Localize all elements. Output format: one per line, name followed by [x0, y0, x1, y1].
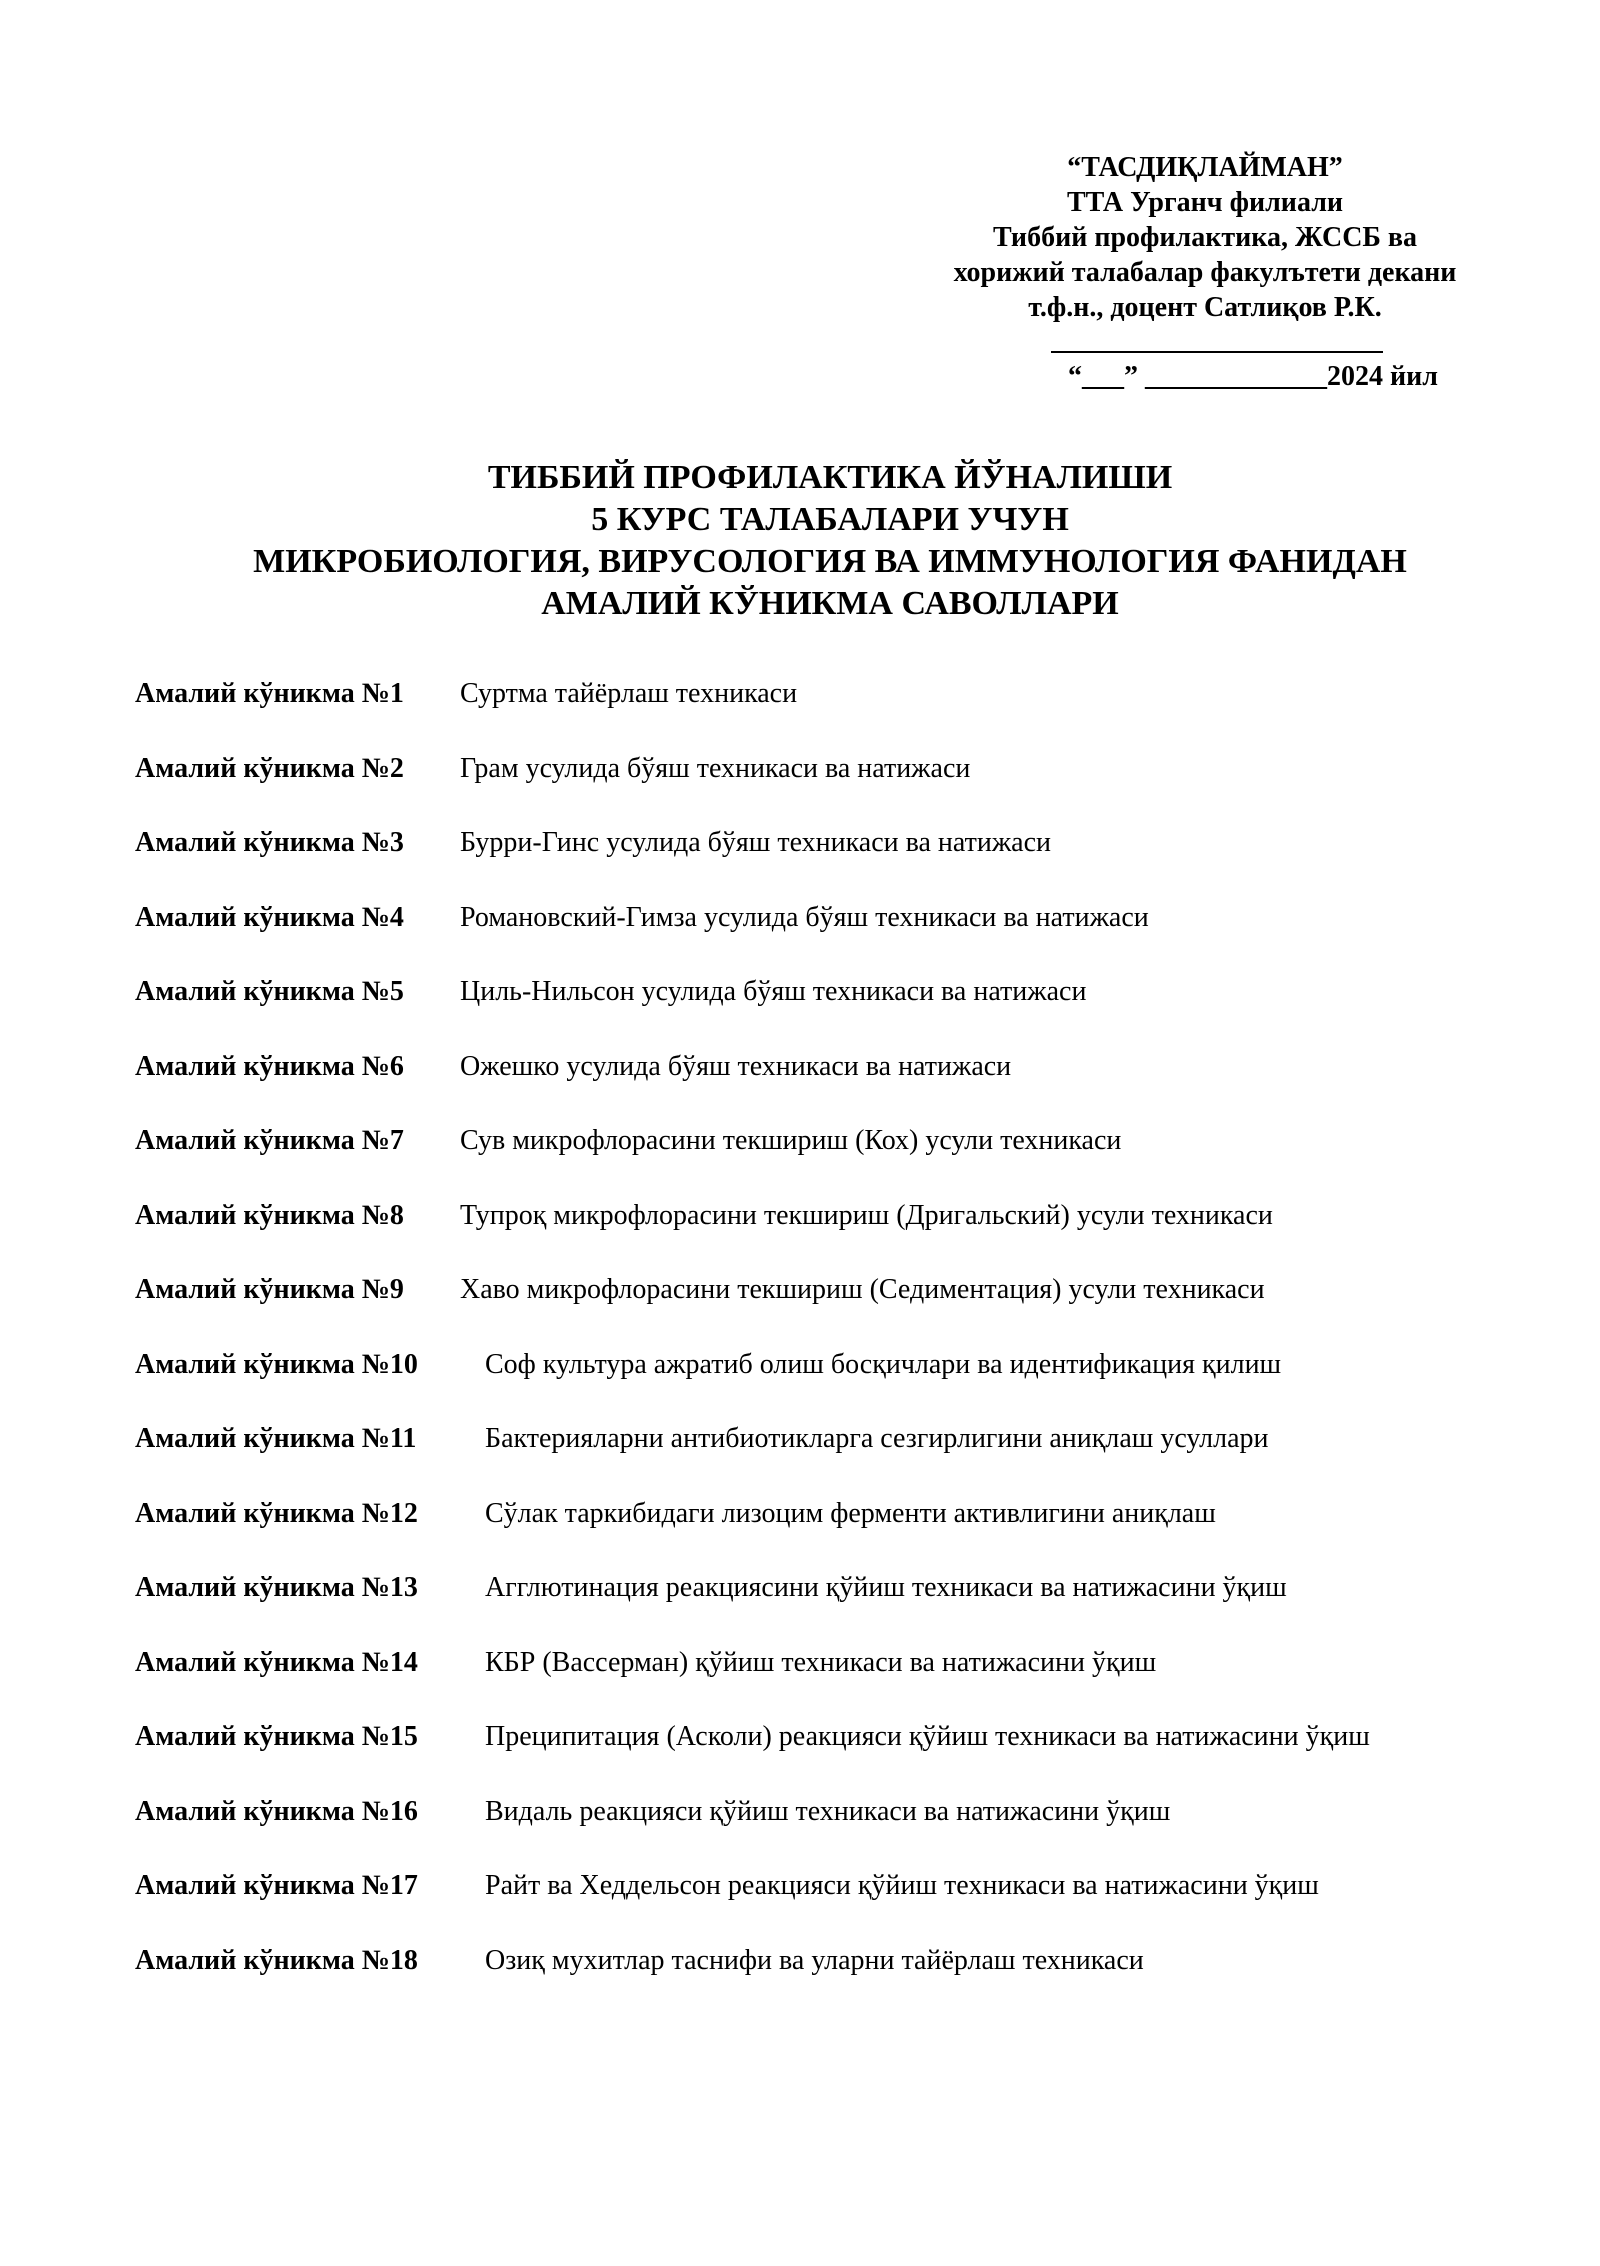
skill-label: Амалий кўникма №18 [135, 1944, 418, 1976]
approval-branch: ТТА Урганч филиали [1066, 187, 1344, 218]
list-item [135, 976, 1595, 1051]
skill-label: Амалий кўникма №13 [135, 1572, 418, 1603]
approval-date [880, 359, 1530, 394]
skill-label: Амалий кўникма №9 [135, 1274, 404, 1305]
approval-faculty: Тиббий профилактика, ЖССБ ва [992, 222, 1418, 253]
list-item [135, 1349, 1595, 1424]
skill-text: Бактерияларни антибиотикларга сезгирлигини аниқлаш усуллари [485, 1423, 1269, 1454]
skill-text: Романовский-Гимза усулида бўяш техникаси ва натижаси [460, 901, 1149, 933]
list-item [135, 678, 1595, 753]
skill-label: Амалий кўникма №6 [135, 1050, 404, 1082]
list-item [135, 1945, 1595, 2020]
list-item [135, 753, 1595, 828]
skill-label: Амалий кўникма №11 [135, 1423, 417, 1454]
skill-label: Амалий кўникма №1 [135, 678, 404, 709]
title-line-1: ТИББИЙ ПРОФИЛАКТИКА ЙЎНАЛИШИ [487, 459, 1173, 496]
list-item [135, 1796, 1595, 1871]
skill-label: Амалий кўникма №16 [135, 1795, 418, 1827]
approval-heading: “ТАСДИҚЛАЙМАН” [1067, 152, 1343, 183]
skill-text: Циль-Нильсон усулида бўяш техникаси ва натижаси [460, 976, 1087, 1007]
title-line-4: АМАЛИЙ КЎНИКМА САВОЛЛАРИ [541, 585, 1119, 622]
skill-text: Соф культура ажратиб олиш босқичлари ва идентификация қилиш [485, 1348, 1282, 1380]
document-title [100, 457, 1560, 625]
approval-dean-name: т.ф.н., доцент Сатлиқов Р.К. [1028, 292, 1382, 323]
title-line-3: МИКРОБИОЛОГИЯ, ВИРУСОЛОГИЯ ВА ИММУНОЛОГИЯ ФАНИДАН [253, 543, 1407, 580]
skill-label: Амалий кўникма №5 [135, 976, 404, 1007]
skill-label: Амалий кўникма №17 [135, 1870, 418, 1901]
skill-text: Озиқ мухитлар таснифи ва уларни тайёрлаш техникаси [485, 1944, 1144, 1976]
date-day-blank: “___” [1068, 361, 1139, 392]
list-item [135, 1125, 1595, 1200]
signature-line [1051, 351, 1383, 353]
skill-text: Сўлак таркибидаги лизоцим ферменти активлигини аниқлаш [485, 1497, 1216, 1529]
skill-text: Райт ва Хеддельсон реакцияси қўйиш техникаси ва натижасини ўқиш [485, 1870, 1319, 1901]
skill-text: Грам усулида бўяш техникаси ва натижаси [460, 752, 971, 784]
list-item [135, 1572, 1595, 1647]
skill-text: Видаль реакцияси қўйиш техникаси ва натижасини ўқиш [485, 1795, 1171, 1827]
skill-text: Ожешко усулида бўяш техникаси ва натижаси [460, 1050, 1012, 1082]
skill-text: Тупроқ микрофлорасини текшириш (Дригальский) усули техникаси [460, 1199, 1273, 1231]
list-item [135, 1721, 1595, 1796]
list-item [135, 1051, 1595, 1126]
skill-text: Сув микрофлорасини текшириш (Кох) усули техникаси [460, 1125, 1122, 1156]
skills-list [135, 678, 1595, 2019]
skill-label: Амалий кўникма №2 [135, 752, 404, 784]
list-item [135, 1647, 1595, 1722]
approval-dean-title: хорижий талабалар факулътети декани [953, 257, 1457, 288]
list-item [135, 1200, 1595, 1275]
skill-label: Амалий кўникма №8 [135, 1199, 404, 1231]
skill-text: Суртма тайёрлаш техникаси [460, 678, 798, 709]
skill-label: Амалий кўникма №4 [135, 901, 404, 933]
list-item [135, 1498, 1595, 1573]
skill-text: Преципитация (Асколи) реакцияси қўйиш техникаси ва натижасини ўқиш [485, 1721, 1370, 1752]
skill-label: Амалий кўникма №10 [135, 1348, 418, 1380]
title-line-2: 5 КУРС ТАЛАБАЛАРИ УЧУН [591, 501, 1069, 538]
skill-label: Амалий кўникма №3 [135, 827, 404, 858]
skill-text: КБР (Вассерман) қўйиш техникаси ва натижасини ўқиш [485, 1646, 1157, 1678]
date-year: 2024 йил [1327, 361, 1438, 392]
list-item [135, 1274, 1595, 1349]
skill-label: Амалий кўникма №15 [135, 1721, 418, 1752]
skill-text: Хаво микрофлорасини текшириш (Седиментация) усули техникаси [460, 1274, 1265, 1305]
list-item [135, 902, 1595, 977]
list-item [135, 827, 1595, 902]
date-month-blank: _____________ [1145, 361, 1328, 392]
list-item [135, 1423, 1595, 1498]
skill-text: Агглютинация реакциясини қўйиш техникаси ва натижасини ўқиш [485, 1572, 1287, 1603]
skill-text: Бурри-Гинс усулида бўяш техникаси ва натижаси [460, 827, 1052, 858]
skill-label: Амалий кўникма №7 [135, 1125, 404, 1156]
skill-label: Амалий кўникма №14 [135, 1646, 418, 1678]
list-item [135, 1870, 1595, 1945]
approval-block [880, 150, 1530, 394]
skill-label: Амалий кўникма №12 [135, 1497, 418, 1529]
